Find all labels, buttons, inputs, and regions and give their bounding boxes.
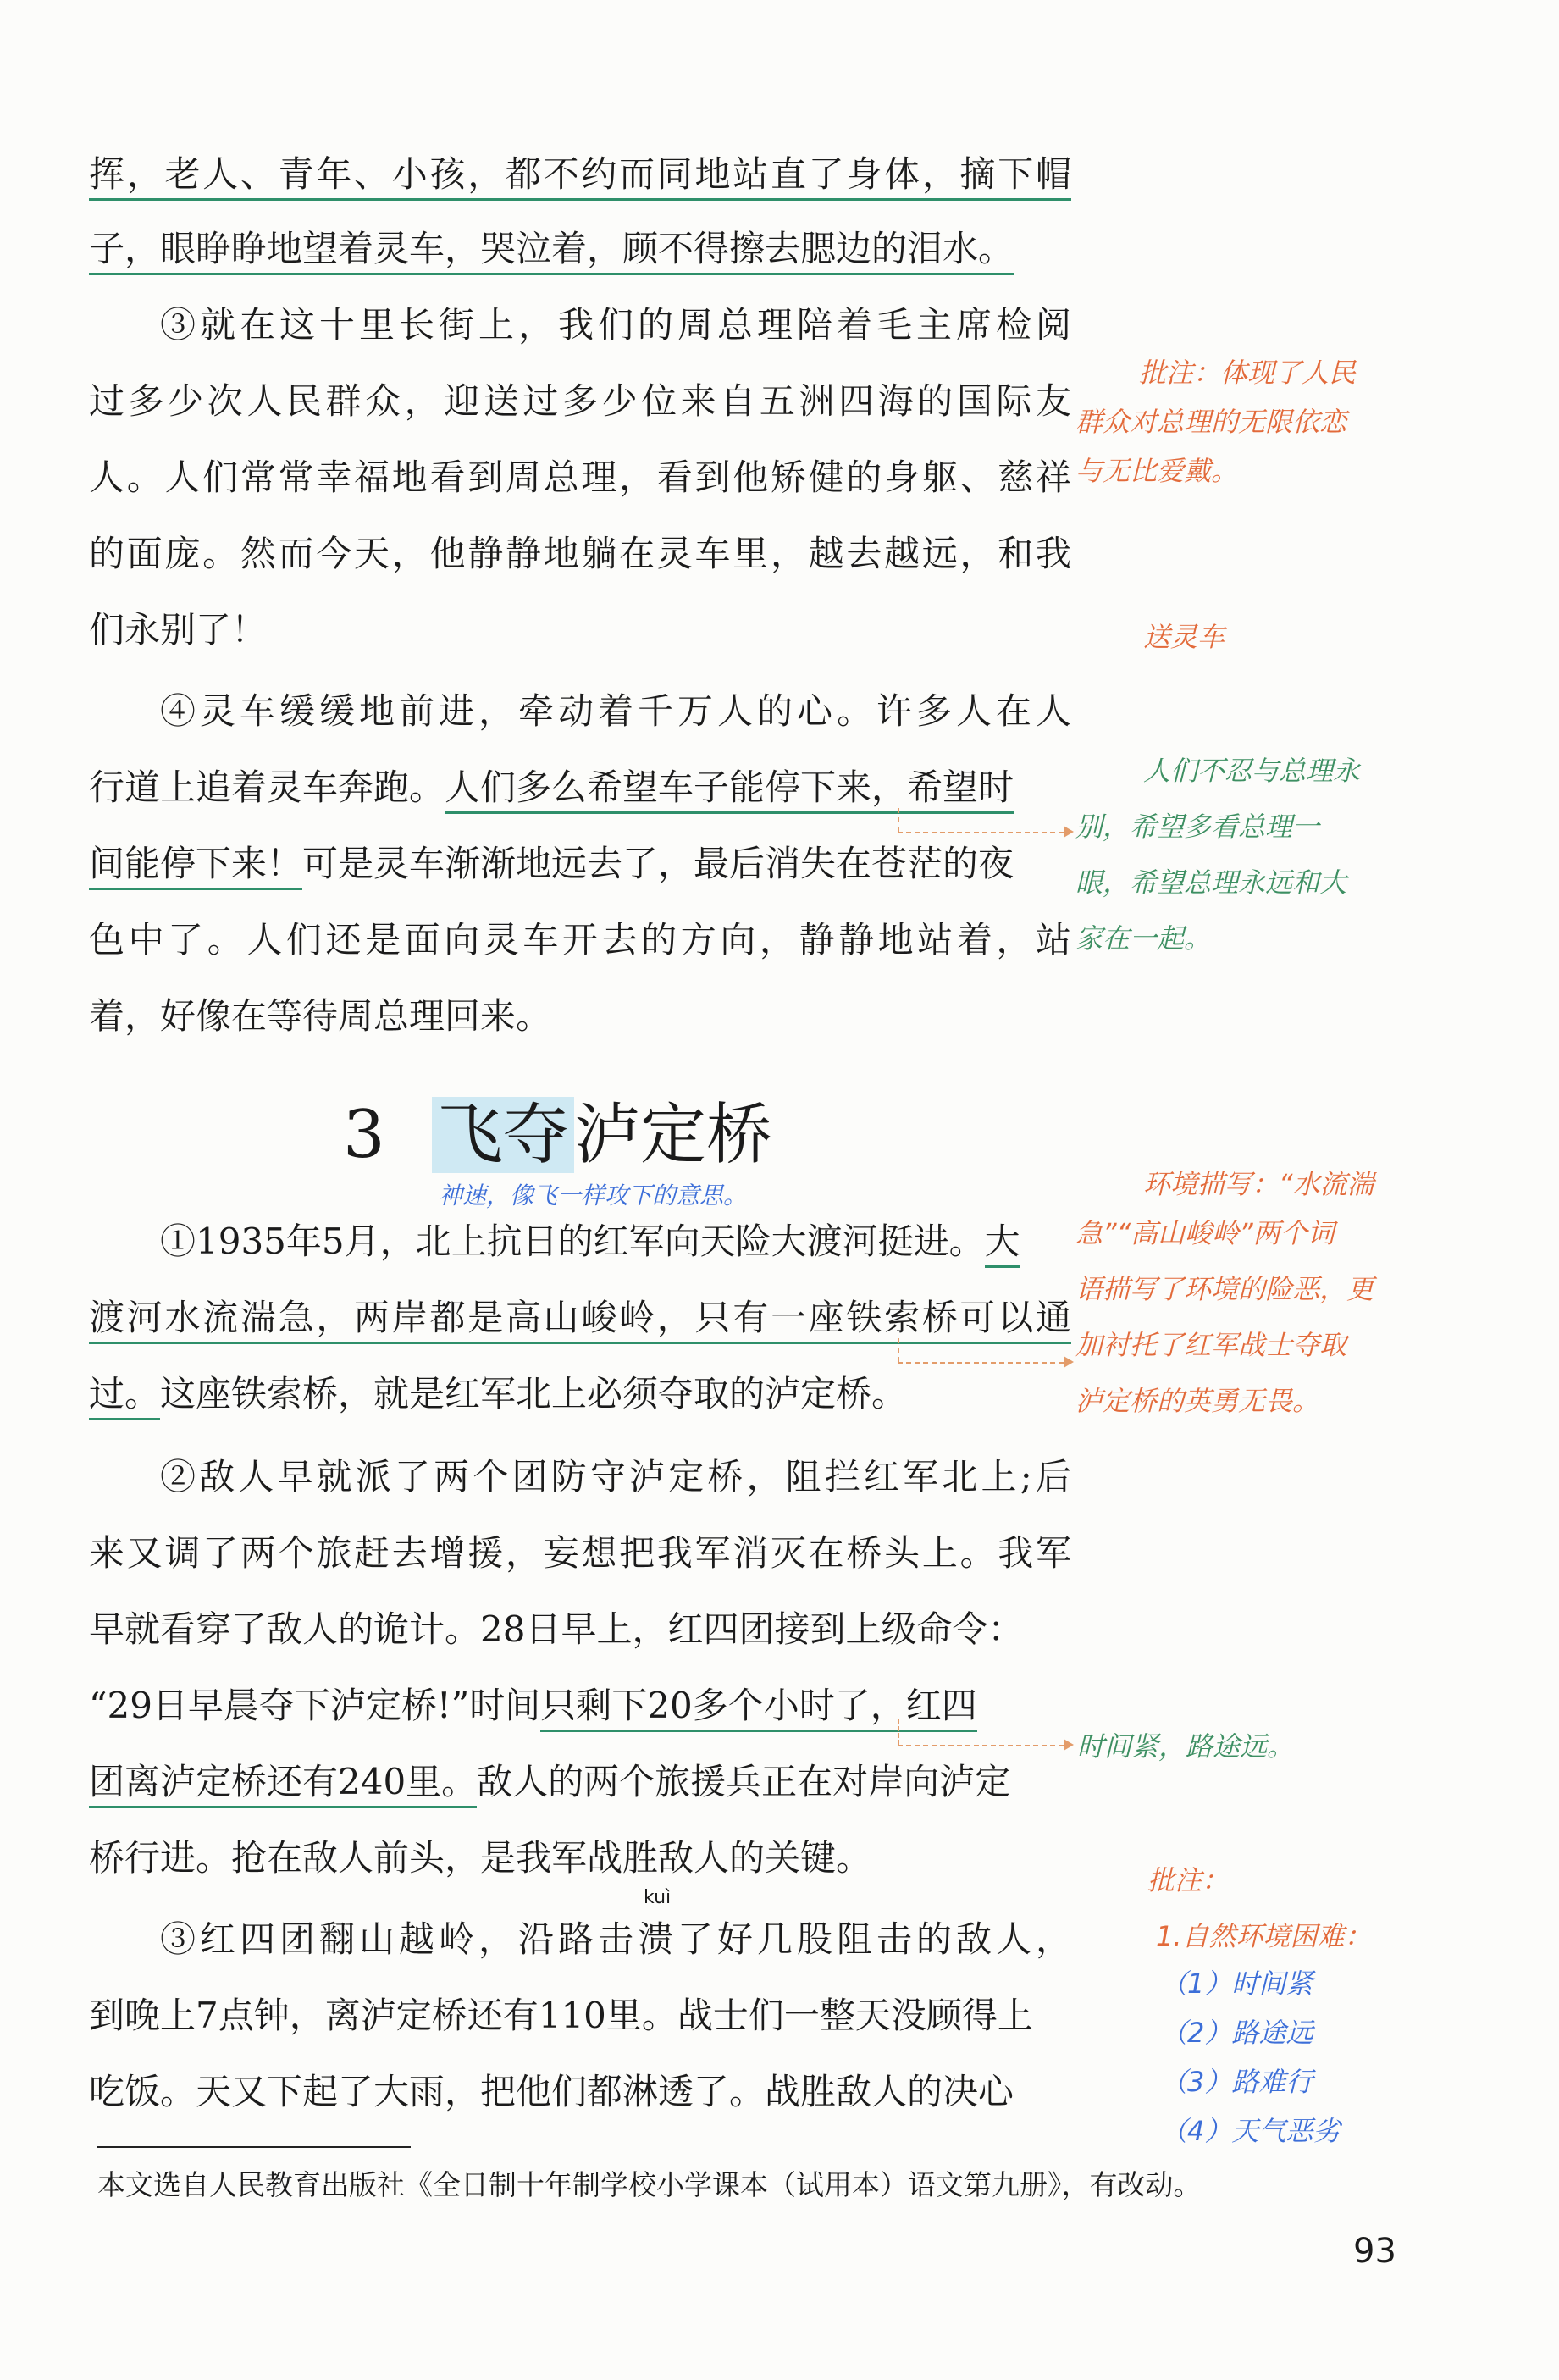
text-line <box>89 225 1071 273</box>
annotation-item: （1）时间紧 <box>1160 1968 1313 2000</box>
text-span: ①1935年5月，北上抗日的红军向天险大渡河挺进。 <box>160 1220 985 1262</box>
text-line: 早就看穿了敌人的诡计。28日早上，红四团接到上级命令： <box>89 1608 1024 1650</box>
connector-line <box>898 832 1064 833</box>
underlined-text: 子，眼睁睁地望着灵车，哭泣着，顾不得擦去腮边的泪水。 <box>89 228 1014 275</box>
text-line: ②敌人早就派了两个团防守泸定桥，阻拦红军北上;后 <box>160 1456 1071 1497</box>
text-line: 来又调了两个旅赶去增援，妄想把我军消灭在桥头上。我军 <box>89 1532 1071 1574</box>
annotation-note: 批注：体现了人民 <box>1139 357 1357 389</box>
text-line: 们永别了！ <box>89 609 268 650</box>
margin-note: 人们不忍与总理永 <box>1143 755 1361 787</box>
margin-note: 时间紧，路途远。 <box>1077 1730 1295 1763</box>
text-line <box>89 151 1071 198</box>
margin-note: 眼，希望总理永远和大 <box>1075 866 1347 899</box>
text-line <box>89 1758 1071 1806</box>
footnote-divider <box>97 2146 411 2148</box>
text-line <box>89 1682 1071 1730</box>
margin-note: 语描写了环境的险恶，更 <box>1075 1273 1374 1305</box>
lesson-number: 3 <box>343 1097 385 1173</box>
margin-note: 环境描写：“水流湍 <box>1143 1168 1374 1200</box>
footnote: 本文选自人民教育出版社《全日制十年制学校小学课本（试用本）语文第九册》，有改动。 <box>97 2168 1202 2201</box>
connector-line <box>898 1338 899 1362</box>
text-line: ③红四团翻山越岭，沿路击溃了好几股阻击的敌人， <box>160 1918 1071 1960</box>
annotation-subhead: 1.自然环境困难： <box>1156 1920 1372 1952</box>
text-line: 色中了。人们还是面向灵车开去的方向，静静地站着，站 <box>89 919 1071 960</box>
title-text: 泸定桥 <box>574 1097 773 1173</box>
annotation-head: 批注： <box>1147 1864 1230 1896</box>
highlighted-word: 飞夺 <box>432 1097 574 1173</box>
text-line: 到晚上7点钟，离泸定桥还有110里。战士们一整天没顾得上 <box>89 1995 1033 2036</box>
arrow-icon <box>1064 826 1074 838</box>
margin-note: 急”“高山峻岭”两个词 <box>1075 1217 1335 1249</box>
arrow-icon <box>1064 1356 1074 1368</box>
text-span: 敌人的两个旅援兵正在对岸向泸定 <box>477 1761 1011 1802</box>
annotation-note: 群众对总理的无限依恋 <box>1075 406 1347 438</box>
connector-line <box>898 1362 1064 1364</box>
page-number: 93 <box>1353 2232 1396 2271</box>
underlined-text: 过。 <box>89 1373 160 1420</box>
underlined-text: 大 <box>985 1220 1020 1268</box>
underlined-text: 间能停下来！ <box>89 843 302 890</box>
text-line: ④灵车缓缓地前进，牵动着千万人的心。许多人在人 <box>160 690 1071 732</box>
margin-note: 别，希望多看总理一 <box>1075 811 1320 843</box>
connector-line <box>898 1745 1064 1746</box>
text-span: 这座铁索桥，就是红军北上必须夺取的泸定桥。 <box>160 1373 908 1414</box>
annotation-item: （3）路难行 <box>1160 2066 1313 2098</box>
text-line <box>89 840 1071 888</box>
text-span: “29日早晨夺下泸定桥!”时间 <box>89 1685 541 1726</box>
lesson-title <box>343 1093 772 1177</box>
underlined-text: 人们多么希望车子能停下来，希望时 <box>445 767 1014 814</box>
annotation-item: （2）路途远 <box>1160 2017 1313 2049</box>
underlined-text: 只剩下20多个小时了，红四 <box>540 1685 976 1732</box>
text-line <box>89 764 1071 811</box>
section-label: 送灵车 <box>1143 621 1225 653</box>
text-span: 行道上追着灵车奔跑。 <box>89 767 445 808</box>
margin-note: 家在一起。 <box>1075 922 1212 955</box>
arrow-icon <box>1064 1739 1074 1751</box>
text-line: 着，好像在等待周总理回来。 <box>89 995 552 1037</box>
margin-note: 泸定桥的英勇无畏。 <box>1075 1385 1320 1417</box>
pinyin-annotation: kuì <box>644 1887 672 1908</box>
word-gloss: 神速，像飞一样攻下的意思。 <box>439 1182 748 1209</box>
underlined-text: 渡河水流湍急，两岸都是高山峻岭，只有一座铁索桥可以通 <box>89 1297 1071 1344</box>
underlined-text: 挥，老人、青年、小孩，都不约而同地站直了身体，摘下帽 <box>89 153 1071 201</box>
text-line <box>89 1294 1071 1342</box>
text-line: 人。人们常常幸福地看到周总理，看到他矫健的身躯、慈祥 <box>89 457 1071 498</box>
text-span: 可是灵车渐渐地远去了，最后消失在苍茫的夜 <box>302 843 1014 884</box>
text-line <box>89 1218 1071 1265</box>
connector-line <box>898 808 899 832</box>
annotation-note: 与无比爱戴。 <box>1075 455 1239 487</box>
margin-note: 加衬托了红军战士夺取 <box>1075 1329 1347 1361</box>
text-line: ③就在这十里长街上，我们的周总理陪着毛主席检阅 <box>160 304 1071 346</box>
text-line: 过多少次人民群众，迎送过多少位来自五洲四海的国际友 <box>89 380 1071 422</box>
text-line: 桥行进。抢在敌人前头，是我军战胜敌人的关键。 <box>89 1837 872 1879</box>
text-line: 的面庞。然而今天，他静静地躺在灵车里，越去越远，和我 <box>89 533 1071 574</box>
connector-line <box>898 1719 899 1745</box>
text-line <box>89 1370 1071 1418</box>
annotation-item: （4）天气恶劣 <box>1160 2115 1341 2147</box>
text-line: 吃饭。天又下起了大雨，把他们都淋透了。战胜敌人的决心 <box>89 2071 1014 2112</box>
underlined-text: 团离泸定桥还有240里。 <box>89 1761 477 1808</box>
